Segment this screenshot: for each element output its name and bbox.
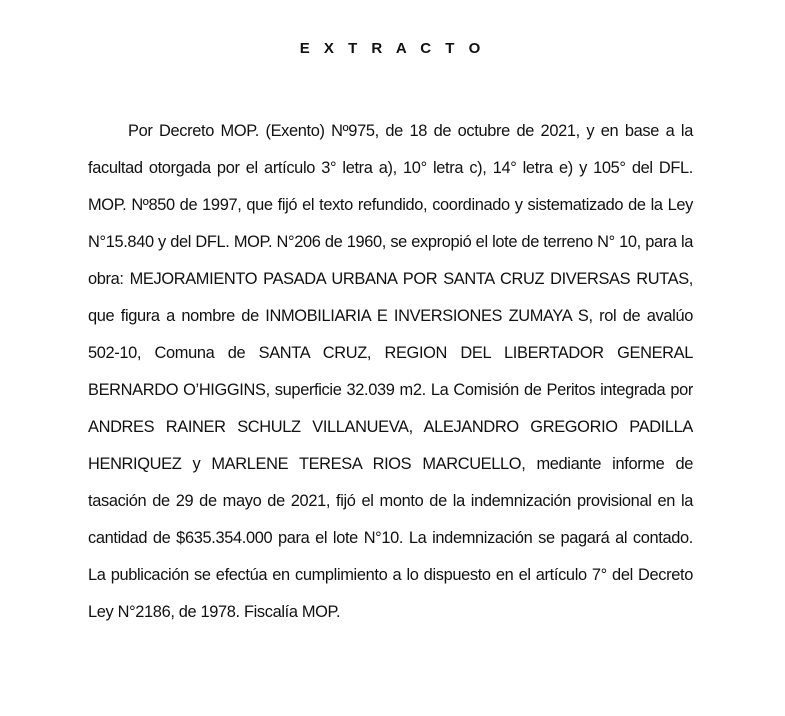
- document-title: E X T R A C T O: [299, 40, 486, 57]
- document-body-paragraph: Por Decreto MOP. (Exento) Nº975, de 18 de octubre de 2021, y en base a la facultad otorgada por el artículo 3° letra a), 10° letra c), 14° letra e) y 105° del DFL. MOP. Nº850 de 1997, que fijó el texto refundido, coordinado y sistematizado de la Ley N°15.840 y del DFL. MOP. N°206 de 1960, se expropió el lote de terreno N° 10, para la obra: MEJORAMIENTO PASADA URBANA POR SANTA CRUZ DIVERSAS RUTAS, que figura a nombre de INMOBILIARIA E INVERSIONES ZUMAYA S, rol de avalúo 502-10, Comuna de SANTA CRUZ, REGION DEL LIBERTADOR GENERAL BERNARDO O’HIGGINS, superficie 32.039 m2. La Comisión de Peritos integrada por ANDRES RAINER SCHULZ VILLANUEVA, ALEJANDRO GREGORIO PADILLA HENRIQUEZ y MARLENE TERESA RIOS MARCUELLO, mediante informe de tasación de 29 de mayo de 2021, fijó el monto de la indemnización provisional en la cantidad de $635.354.000 para el lote N°10. La indemnización se pagará al contado. La publicación se efectúa en cumplimiento a lo dispuesto en el artículo 7° del Decreto Ley N°2186, de 1978. Fiscalía MOP.: [88, 122, 693, 621]
